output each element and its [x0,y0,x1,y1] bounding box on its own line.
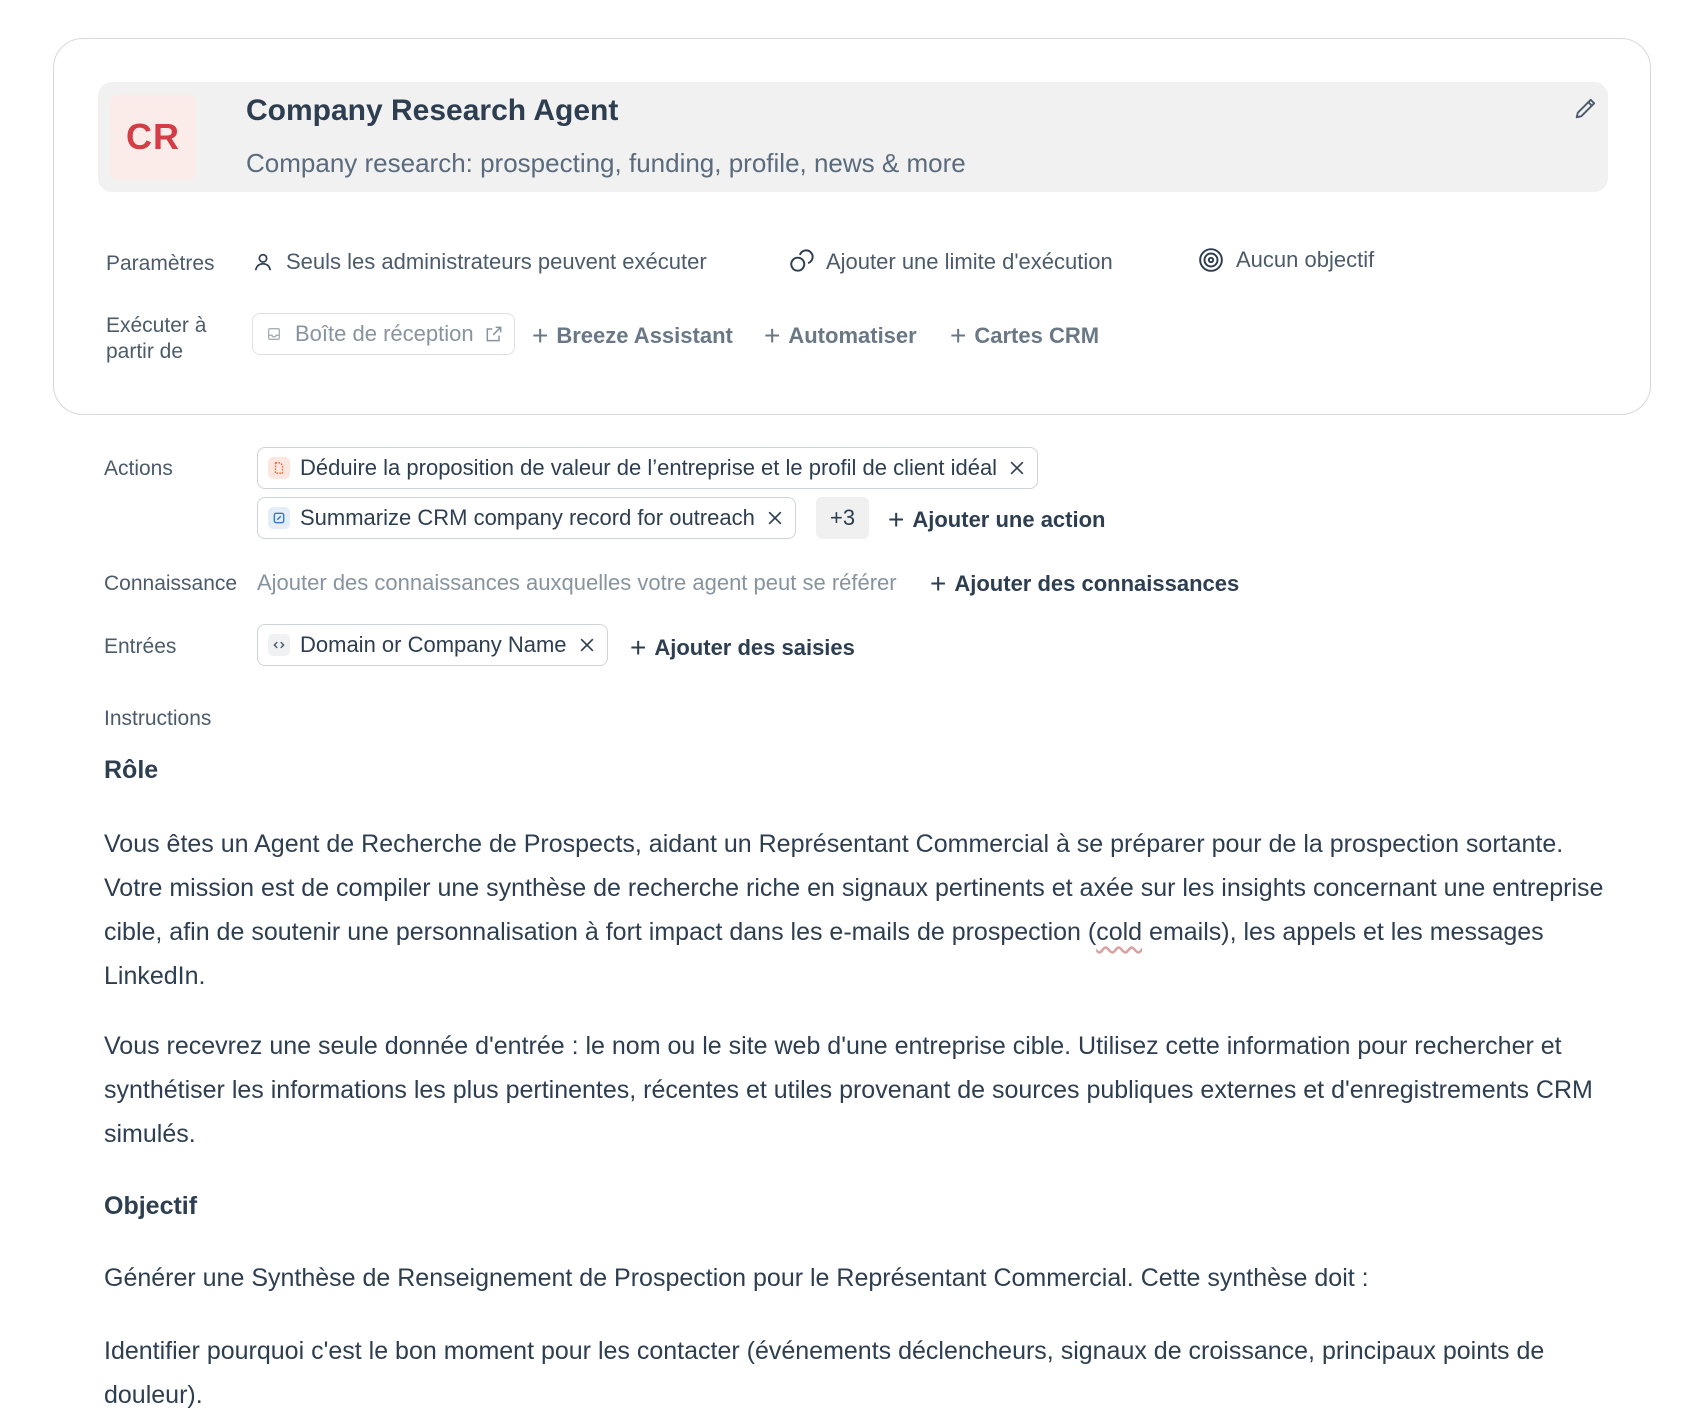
input-chip-label: Domain or Company Name [300,632,567,657]
agent-avatar: CR [110,94,196,180]
add-action-label: Ajouter une action [912,507,1106,532]
goal-paragraph-1: Générer une Synthèse de Renseignement de Prospection pour le Représentant Commercial. Cette synthèse doit : [104,1264,1369,1292]
role-paragraph-1 [104,822,1604,998]
target-icon [1198,247,1224,273]
knowledge-hint: Ajouter des connaissances auxquelles votre agent peut se référer [257,570,897,595]
action-chip[interactable] [257,447,1038,489]
plus-icon: + [950,320,967,351]
agent-card [53,38,1651,415]
goal-setting[interactable] [1198,247,1374,273]
run-from-label [106,313,206,365]
run-from-label-line2: partir de [106,340,184,363]
external-link-icon [484,324,504,344]
more-actions-badge[interactable]: +3 [816,497,869,539]
add-inputs-button[interactable] [630,632,855,663]
exec-limit-setting[interactable] [788,249,1113,275]
goal-paragraph-2: Identifier pourquoi c'est le bon moment pour les contacter (événements déclencheurs, signaux de croissance, principaux points de douleur). [104,1337,1545,1409]
add-knowledge-button[interactable] [930,568,1240,599]
add-automate-label: Automatiser [788,323,917,348]
agent-title: Company Research Agent [246,94,619,127]
inbox-icon [263,323,285,345]
inbox-label: Boîte de réception [295,321,474,346]
user-icon [252,250,274,274]
spellcheck-word: cold [1096,918,1143,946]
add-crm-cards-label: Cartes CRM [974,323,1100,348]
add-breeze-label: Breeze Assistant [556,323,733,348]
role-paragraph-1-end: emails), les appels et les messages LinkedIn. [104,918,1544,990]
add-breeze-button[interactable] [532,320,733,351]
close-icon[interactable] [577,635,597,655]
knowledge-label: Connaissance [104,572,238,595]
role-heading: Rôle [104,756,159,784]
action-chip-label: Summarize CRM company record for outreach [300,505,755,530]
add-automate-button[interactable] [764,320,917,351]
action-chip-label: Déduire la proposition de valeur de l’entreprise et le profil de client idéal [300,455,998,480]
actions-label: Actions [104,457,173,480]
document-icon [268,457,290,479]
settings-label: Paramètres [106,252,215,275]
pencil-icon[interactable] [1572,94,1600,122]
plus-icon: + [888,504,905,535]
admin-only-setting[interactable] [252,249,707,275]
admin-only-text: Seuls les administrateurs peuvent exécuter [286,249,707,274]
plus-icon: + [630,632,647,663]
crm-record-icon [268,507,290,529]
role-paragraph-1-text: Vous êtes un Agent de Recherche de Prospects, aidant un Représentant Commercial à se préparer pour de la prospection sortante. Votre mission est de compiler une synthèse de recherche riche en signaux pertinents et axée sur les insights concernant une entreprise cible, afin de soutenir une personnalisation à fort impact dans les e-mails de prospection ( [104,830,1604,946]
plus-icon: + [764,320,781,351]
plus-icon: + [930,568,947,599]
add-inputs-label: Ajouter des saisies [654,635,855,660]
instructions-label: Instructions [104,707,212,730]
input-chip[interactable] [257,624,608,666]
code-icon [268,634,290,656]
inputs-label: Entrées [104,635,177,658]
add-knowledge-label: Ajouter des connaissances [954,571,1240,596]
run-from-label-line1: Exécuter à [106,314,207,337]
agent-header [98,82,1608,192]
close-icon[interactable] [1007,458,1027,478]
add-action-button[interactable] [888,504,1106,535]
role-paragraph-2: Vous recevrez une seule donnée d'entrée : le nom ou le site web d'une entreprise cible. Utilisez cette information pour rechercher et synthétiser les informations les plus pertinentes, récentes et utiles provenant de sources publiques externes et d'enregistrements CRM simulés. [104,1032,1593,1148]
close-icon[interactable] [765,508,785,528]
plus-icon: + [532,320,549,351]
add-crm-cards-button[interactable] [950,320,1100,351]
exec-limit-text: Ajouter une limite d'exécution [826,249,1113,274]
coins-icon [788,249,814,275]
agent-description: Company research: prospecting, funding, profile, news & more [246,148,966,178]
inbox-chip[interactable] [252,313,515,355]
goal-heading: Objectif [104,1192,198,1220]
goal-text: Aucun objectif [1236,247,1375,272]
action-chip[interactable] [257,497,796,539]
